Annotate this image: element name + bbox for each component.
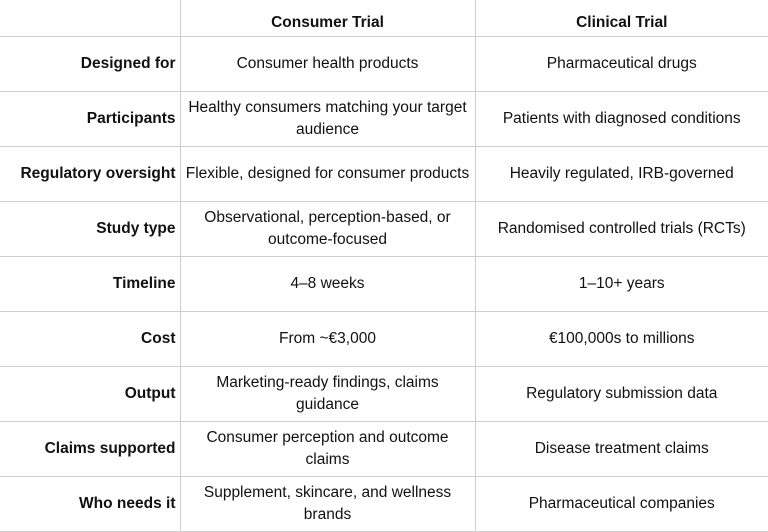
clinical-trial-cell: Pharmaceutical drugs	[475, 37, 768, 92]
clinical-trial-cell: Randomised controlled trials (RCTs)	[475, 202, 768, 257]
consumer-trial-cell: Consumer health products	[180, 37, 475, 92]
row-label: Cost	[0, 312, 180, 367]
table-row	[0, 37, 768, 92]
row-label: Timeline	[0, 257, 180, 312]
header-row	[0, 0, 768, 37]
row-label: Claims supported	[0, 422, 180, 477]
table-row	[0, 92, 768, 147]
row-label: Study type	[0, 202, 180, 257]
row-label: Who needs it	[0, 477, 180, 532]
row-label: Designed for	[0, 37, 180, 92]
column-header-consumer-trial: Consumer Trial	[180, 0, 475, 37]
consumer-trial-cell: Supplement, skincare, and wellness brands	[180, 477, 475, 532]
table-row	[0, 147, 768, 202]
clinical-trial-cell: Heavily regulated, IRB-governed	[475, 147, 768, 202]
row-label: Participants	[0, 92, 180, 147]
consumer-trial-cell: Marketing-ready findings, claims guidance	[180, 367, 475, 422]
corner-cell	[0, 0, 180, 37]
consumer-trial-cell: Consumer perception and outcome claims	[180, 422, 475, 477]
clinical-trial-cell: €100,000s to millions	[475, 312, 768, 367]
consumer-trial-cell: 4–8 weeks	[180, 257, 475, 312]
table-row	[0, 367, 768, 422]
row-label: Regulatory oversight	[0, 147, 180, 202]
row-label: Output	[0, 367, 180, 422]
table-row	[0, 477, 768, 532]
column-header-clinical-trial: Clinical Trial	[475, 0, 768, 37]
consumer-trial-cell: Healthy consumers matching your target audience	[180, 92, 475, 147]
clinical-trial-cell: Pharmaceutical companies	[475, 477, 768, 532]
consumer-trial-cell: Observational, perception-based, or outcome-focused	[180, 202, 475, 257]
clinical-trial-cell: 1–10+ years	[475, 257, 768, 312]
table-row	[0, 257, 768, 312]
clinical-trial-cell: Patients with diagnosed conditions	[475, 92, 768, 147]
clinical-trial-cell: Regulatory submission data	[475, 367, 768, 422]
table-row	[0, 202, 768, 257]
consumer-trial-cell: Flexible, designed for consumer products	[180, 147, 475, 202]
consumer-trial-cell: From ~€3,000	[180, 312, 475, 367]
table-row	[0, 422, 768, 477]
table-row	[0, 312, 768, 367]
clinical-trial-cell: Disease treatment claims	[475, 422, 768, 477]
